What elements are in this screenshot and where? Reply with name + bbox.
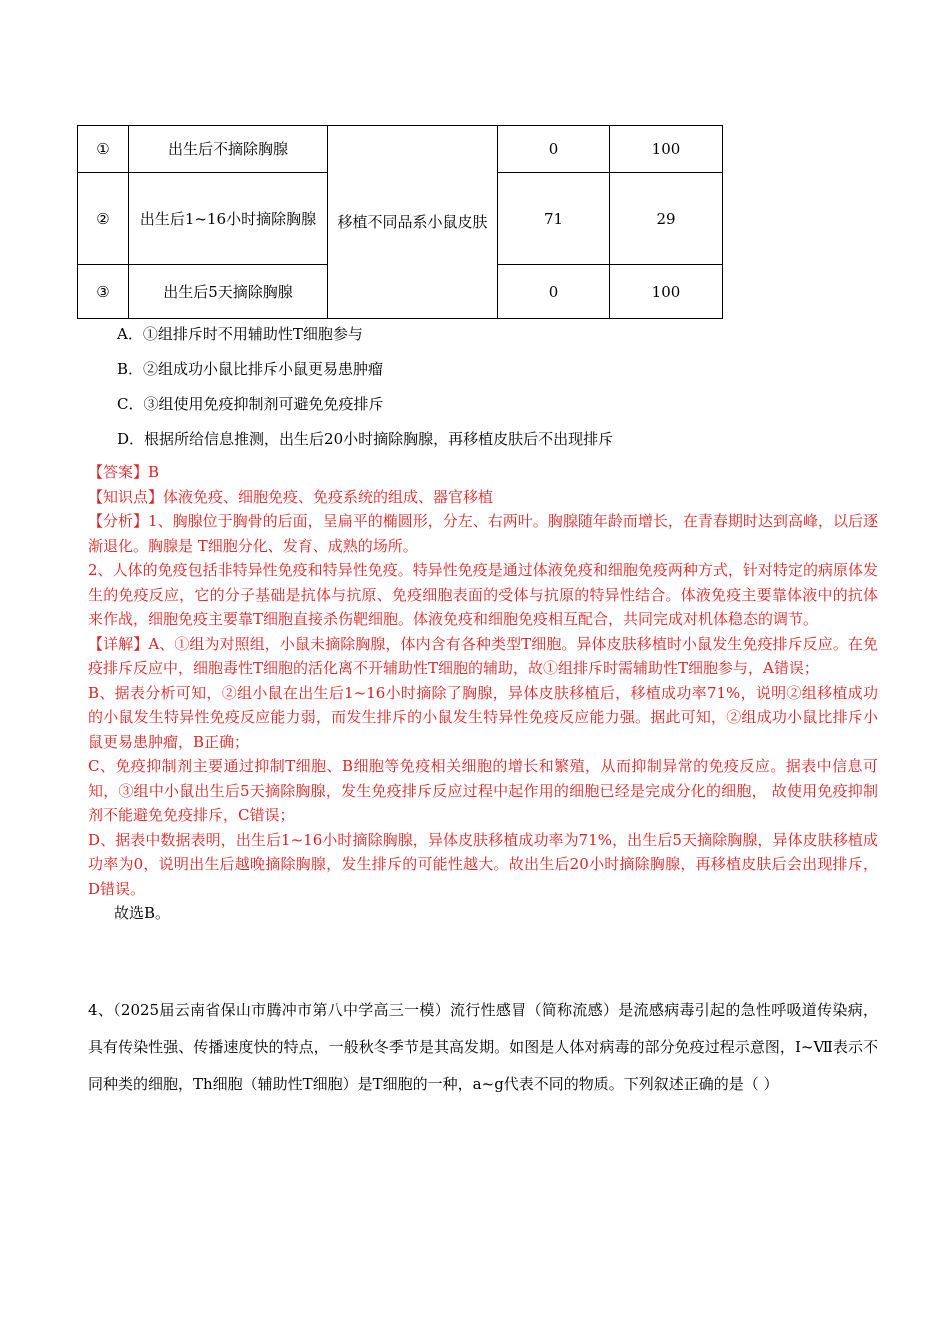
answer-options [117, 322, 613, 462]
group-number: ② [78, 173, 129, 265]
analysis-paragraph: 【分析】1、胸腺位于胸骨的后面，呈扁平的椭圆形，分左、右两叶。胸腺随年龄而增长，在青春期时达到高峰，以后逐渐退化。胸腺是 T细胞分化、发育、成熟的场所。 [88, 512, 878, 555]
detail-paragraph: D、据表中数据表明，出生后1~16小时摘除胸腺，异体皮肤移植成功率为71%，出生后5天摘除胸腺，异体皮肤移植成功率为0，说明出生后越晚摘除胸腺，发生排斥的可能性越大。故出生后20小时摘除胸腺，再移植皮肤后会出现排斥，D错误。 [88, 830, 878, 898]
value-cell: 100 [610, 265, 723, 319]
option-b: B．②组成功小鼠比排斥小鼠更易患肿瘤 [117, 360, 384, 378]
experiment-table [77, 125, 723, 319]
treatment-cell: 出生后5天摘除胸腺 [129, 265, 328, 319]
value-cell: 71 [498, 173, 610, 265]
analysis-paragraph: 2、人体的免疫包括非特异性免疫和特异性免疫。特异性免疫是通过体液免疫和细胞免疫两种方式，针对特定的病原体发生的免疫反应，它的分子基础是抗体与抗原、免疫细胞表面的受体与抗原的特异性结合。体液免疫主要靠体液中的抗体来作战，细胞免疫主要靠T细胞直接杀伤靶细胞。体液免疫和细胞免疫相互配合，共同完成对机体稳态的调节。 [88, 561, 878, 628]
answer-analysis [88, 460, 878, 926]
question-4: 4、（2025届云南省保山市腾冲市第八中学高三一模）流行性感冒（简称流感）是流感病毒引起的急性呼吸道传染病，具有传染性强、传播速度快的特点，一般秋冬季节是其高发期。如图是人体对病毒的部分免疫过程示意图，Ⅰ~Ⅶ表示不同种类的细胞，Th细胞（辅助性T细胞）是T细胞的一种，a~g代表不同的物质。下列叙述正确的是（ ） [88, 1001, 878, 1093]
option-a: A．①组排斥时不用辅助性T细胞参与 [117, 325, 363, 343]
group-number: ③ [78, 265, 129, 319]
detail-paragraph: B、据表分析可知，②组小鼠在出生后1~16小时摘除了胸腺，异体皮肤移植后，移植成功率71%，说明②组移植成功的小鼠发生特异性免疫反应能力弱，而发生排斥的小鼠发生特异性免疫反应能力强。据此可知，②组成功小鼠比排斥小鼠更易患肿瘤，B正确； [88, 683, 878, 751]
value-cell: 0 [498, 265, 610, 319]
value-cell: 100 [610, 126, 723, 173]
detail-paragraph: 【详解】A、①组为对照组，小鼠未摘除胸腺，体内含有各种类型T细胞。异体皮肤移植时小鼠发生免疫排斥反应。在免疫排斥反应中，细胞毒性T细胞的活化离不开辅助性T细胞的辅助，故①组排斥时需辅助性T细胞参与，A错误； [88, 634, 878, 677]
group-number: ① [78, 126, 129, 173]
treatment-cell: 出生后不摘除胸腺 [129, 126, 328, 173]
treatment-cell: 出生后1~16小时摘除胸腺 [129, 173, 328, 265]
answer-line: 【答案】B [88, 463, 160, 481]
conclusion-line: 故选B。 [114, 904, 171, 922]
operation-cell: 移植不同品系小鼠皮肤 [328, 126, 498, 319]
knowledge-line: 【知识点】体液免疫、细胞免疫、免疫系统的组成、器官移植 [88, 487, 494, 506]
option-d: D．根据所给信息推测，出生后20小时摘除胸腺，再移植皮肤后不出现排斥 [117, 430, 614, 448]
value-cell: 0 [498, 126, 610, 173]
detail-paragraph: C、免疫抑制剂主要通过抑制T细胞、B细胞等免疫相关细胞的增长和繁殖，从而抑制异常的免疫反应。据表中信息可知，③组中小鼠出生后5天摘除胸腺，发生免疫排斥反应过程中起作用的细胞已经是完成分化的细胞， 故使用免疫抑制剂不能避免免疫排斥，C错误； [88, 757, 878, 824]
table-row [78, 126, 723, 173]
option-c: C．③组使用免疫抑制剂可避免免疫排斥 [117, 395, 384, 413]
value-cell: 29 [610, 173, 723, 265]
